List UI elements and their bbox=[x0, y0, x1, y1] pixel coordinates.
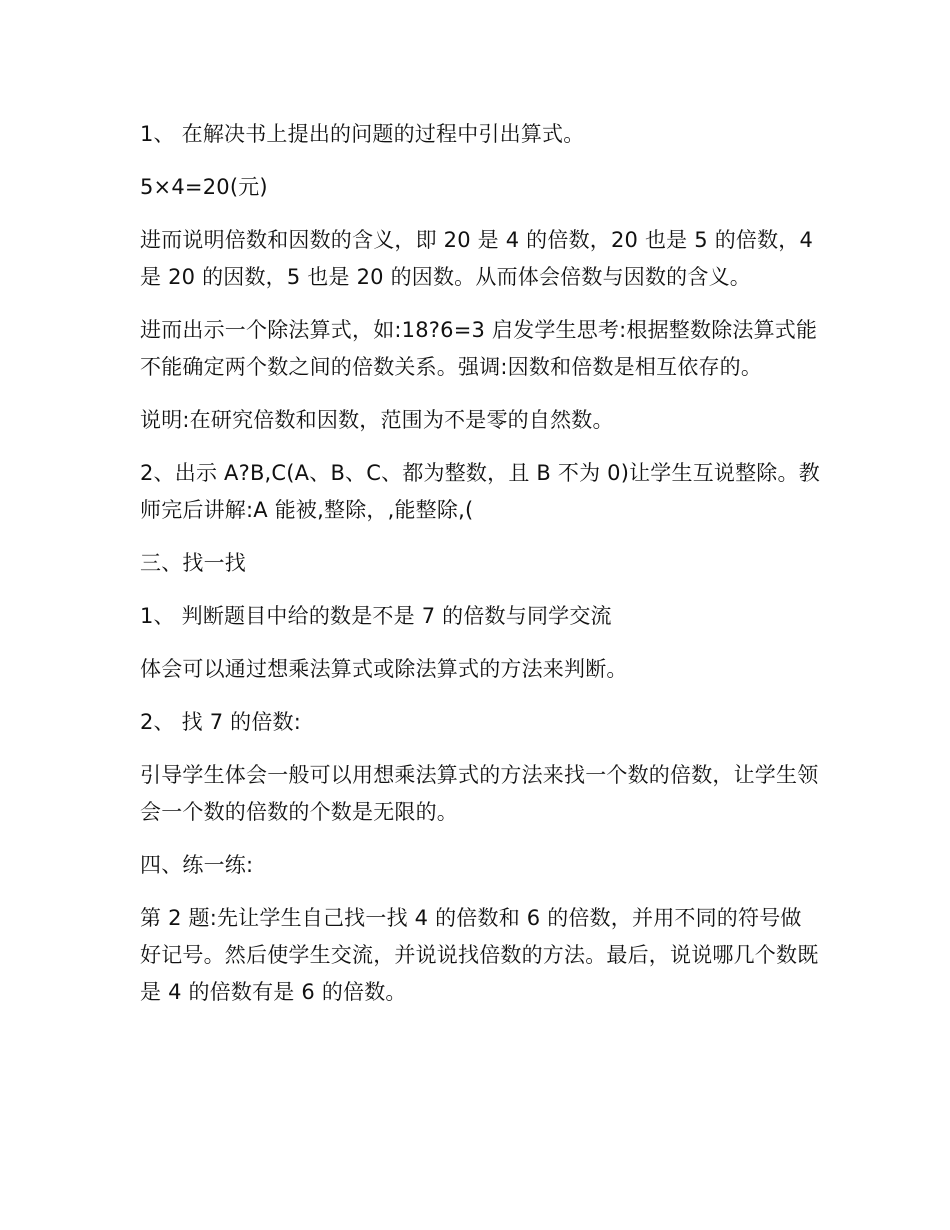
paragraph-8: 1、 判断题目中给的数是不是 7 的倍数与同学交流 bbox=[140, 604, 612, 628]
paragraph-13: 第 2 题:先让学生自己找一找 4 的倍数和 6 的倍数，并用不同的符号做好记号。然后使学生交流，并说说找倍数的方法。最后，说说哪几个数既是 4 的倍数有是 6 的倍数。 bbox=[140, 906, 819, 1004]
paragraph-1: 1、 在解决书上提出的问题的过程中引出算式。 bbox=[140, 122, 585, 146]
section-heading-3: 三、找一找 bbox=[140, 551, 246, 575]
paragraph-10: 2、 找 7 的倍数: bbox=[140, 710, 302, 734]
document-body bbox=[140, 116, 820, 1027]
paragraph-5: 说明:在研究倍数和因数，范围为不是零的自然数。 bbox=[140, 408, 614, 432]
paragraph-3: 进而说明倍数和因数的含义，即 20 是 4 的倍数，20 也是 5 的倍数，4 是 20 的因数，5 也是 20 的因数。从而体会倍数与因数的含义。 bbox=[140, 228, 820, 289]
paragraph-6: 2、出示 A?B,C(A、B、C、都为整数，且 B 不为 0)让学生互说整除。教师完后讲解:A 能被,整除，,能整除,( bbox=[140, 461, 820, 522]
paragraph-2-equation: 5×4=20(元) bbox=[140, 175, 268, 199]
paragraph-9: 体会可以通过想乘法算式或除法算式的方法来判断。 bbox=[140, 657, 628, 681]
paragraph-11: 引导学生体会一般可以用想乘法算式的方法来找一个数的倍数，让学生领会一个数的倍数的个数是无限的。 bbox=[140, 763, 819, 824]
section-heading-4: 四、练一练: bbox=[140, 853, 254, 877]
paragraph-4: 进而出示一个除法算式，如:18?6=3 启发学生思考:根据整数除法算式能不能确定两个数之间的倍数关系。强调:因数和倍数是相互依存的。 bbox=[140, 318, 818, 379]
